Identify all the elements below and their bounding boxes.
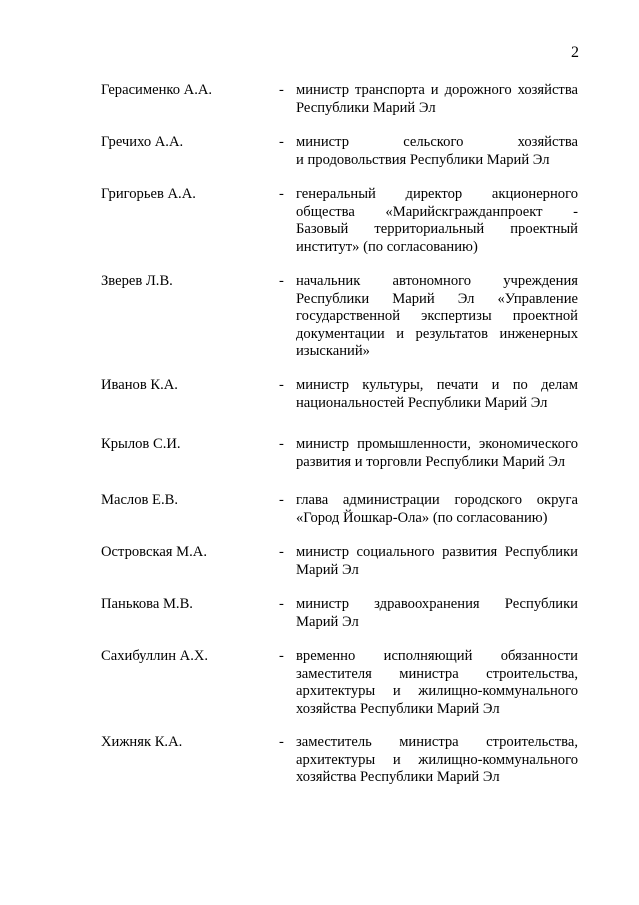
member-position [296,186,578,256]
member-name: Гречихо А.А. [101,134,184,150]
member-name: Сахибуллин А.Х. [101,648,209,664]
member-entry [0,377,639,412]
member-position [296,596,578,631]
member-name: Маслов Е.В. [101,492,178,508]
position-line: архитектуры и жилищно-коммунального [296,683,578,699]
member-position [296,648,578,718]
separator-dash: - [279,596,284,612]
position-line: заместителя министра строительства, [296,665,578,682]
member-entry [0,544,639,579]
member-name: Григорьев А.А. [101,186,196,202]
member-entry [0,273,639,361]
member-entry [0,596,639,631]
position-line: глава администрации городского округа [296,492,578,508]
member-name: Островская М.А. [101,544,207,560]
position-line: «Город Йошкар-Ола» (по согласованию) [296,509,548,526]
position-line: министр сельского хозяйства [296,134,578,150]
position-line: развития и торговли Республики Марий Эл [296,453,565,470]
position-line: и продовольствия Республики Марий Эл [296,151,550,168]
member-name: Панькова М.В. [101,596,193,612]
separator-dash: - [279,186,284,202]
member-entry [0,492,639,527]
position-line: государственной экспертизы проектной [296,308,578,324]
position-line: Республики Марий Эл «Управление [296,290,578,307]
position-line: Республики Марий Эл [296,99,436,116]
page-number: 2 [571,44,579,61]
position-line: общества «Марийскгражданпроект - [296,203,578,220]
position-line: министр транспорта и дорожного хозяйства [296,82,578,98]
separator-dash: - [279,492,284,508]
position-line: Марий Эл [296,561,359,578]
member-entry [0,436,639,471]
separator-dash: - [279,134,284,150]
position-line: национальностей Республики Марий Эл [296,394,548,411]
member-entry [0,82,639,117]
member-position [296,492,578,527]
member-entry [0,186,639,256]
separator-dash: - [279,82,284,98]
position-line: Базовый территориальный проектный [296,221,578,237]
member-name: Иванов К.А. [101,377,178,393]
member-position [296,377,578,412]
member-name: Герасименко А.А. [101,82,213,98]
position-line: заместитель министра строительства, [296,734,578,750]
position-line: временно исполняющий обязанности [296,648,578,664]
member-position [296,544,578,579]
position-line: генеральный директор акционерного [296,186,578,202]
position-line: изысканий» [296,343,370,359]
member-position [296,82,578,117]
position-line: институт» (по согласованию) [296,238,478,255]
separator-dash: - [279,377,284,393]
separator-dash: - [279,544,284,560]
separator-dash: - [279,436,284,452]
position-line: министр промышленности, экономического [296,436,578,452]
position-line: министр социального развития Республики [296,544,578,560]
position-line: министр культуры, печати и по делам [296,377,578,393]
position-line: начальник автономного учреждения [296,273,578,289]
separator-dash: - [279,734,284,750]
member-position [296,273,578,361]
position-line: министр здравоохранения Республики [296,596,578,612]
position-line: хозяйства Республики Марий Эл [296,700,500,717]
member-name: Хижняк К.А. [101,734,183,750]
position-line: документации и результатов инженерных [296,325,578,342]
separator-dash: - [279,273,284,289]
member-entry [0,648,639,718]
position-line: архитектуры и жилищно-коммунального [296,751,578,768]
position-line: Марий Эл [296,613,359,630]
separator-dash: - [279,648,284,664]
member-position [296,734,578,787]
member-position [296,436,578,471]
position-line: хозяйства Республики Марий Эл [296,769,500,785]
member-name: Крылов С.И. [101,436,181,452]
member-entry [0,134,639,169]
member-name: Зверев Л.В. [101,273,173,289]
member-entry [0,734,639,787]
member-position [296,134,578,169]
